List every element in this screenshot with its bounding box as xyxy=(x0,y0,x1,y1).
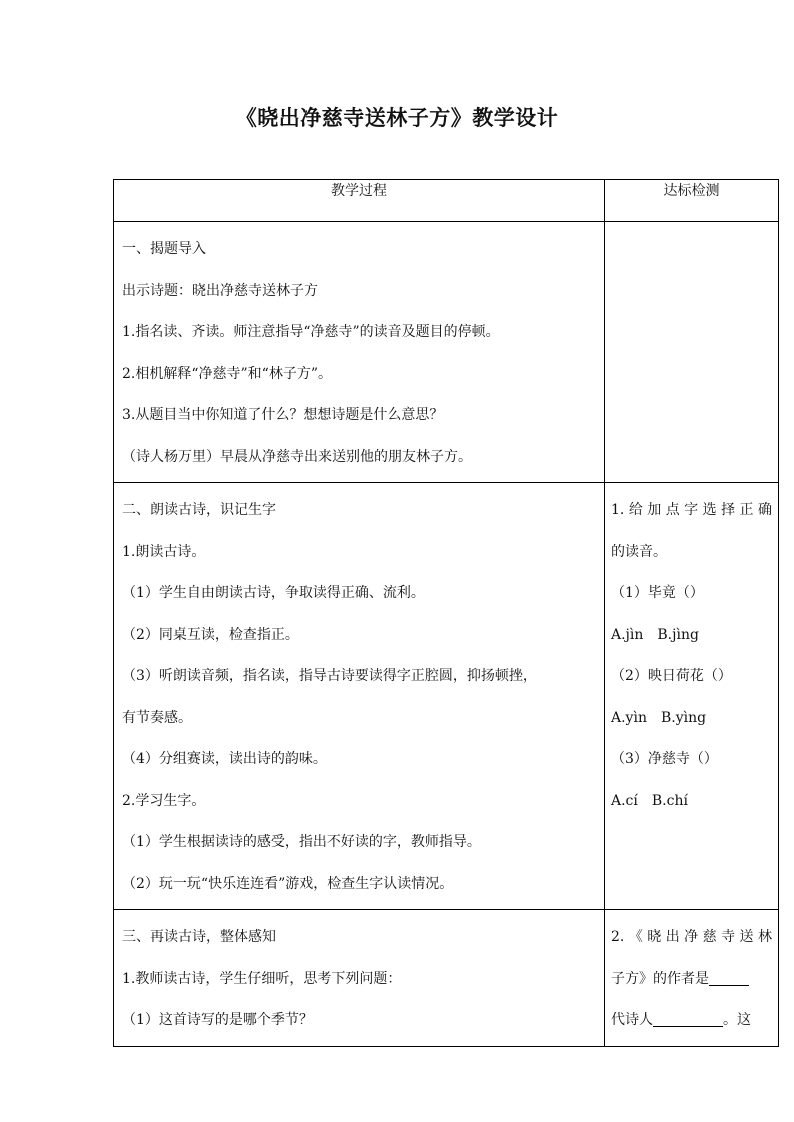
section-heading: 一、揭题导入 xyxy=(122,241,206,257)
text-line: （4）分组赛读，读出诗的韵味。 xyxy=(122,751,327,767)
text-line: 有节奏感。 xyxy=(122,709,192,726)
text-line: （2）玩一玩“快乐连连看”游戏，检查生字认读情况。 xyxy=(122,875,454,892)
exercise-options: A.yìn B.yìng xyxy=(611,709,707,726)
section-heading: 二、朗读古诗，识记生字 xyxy=(122,502,276,518)
answer-blank xyxy=(653,1010,723,1027)
exercise-text: 1.给加点字选择正确 xyxy=(611,502,772,518)
text-line: 1.指名读、齐读。师注意指导“净慈寺”的读音及题目的停顿。 xyxy=(122,324,500,340)
check-cell xyxy=(605,483,779,910)
section-row-intro xyxy=(114,222,779,483)
table-header-row xyxy=(114,180,779,222)
check-cell xyxy=(605,910,779,1047)
process-cell xyxy=(114,222,605,483)
process-cell xyxy=(114,910,605,1047)
process-cell xyxy=(114,483,605,910)
text-line: （1）学生根据读诗的感受，指出不好读的字，教师指导。 xyxy=(122,834,481,850)
exercise-text: 的读音。 xyxy=(611,543,667,560)
lesson-plan-table xyxy=(113,179,779,1047)
exercise-text-part: 子方》的作者是 xyxy=(611,970,709,987)
text-line: 1.朗读古诗。 xyxy=(122,543,206,560)
exercise-item: （1）毕竟（） xyxy=(611,585,704,601)
check-cell xyxy=(605,222,779,483)
answer-blank xyxy=(709,969,749,986)
exercise-text xyxy=(611,959,772,1001)
section-heading: 三、再读古诗，整体感知 xyxy=(122,929,276,945)
exercise-text xyxy=(611,1000,772,1042)
text-line: （1）学生自由朗读古诗，争取读得正确、流利。 xyxy=(122,585,425,601)
exercise-text-part: 代诗人 xyxy=(611,1012,653,1028)
exercise-text-part: 。这 xyxy=(723,1012,751,1028)
exercise-options: A.cí B.chí xyxy=(611,792,688,809)
section-row-reading xyxy=(114,483,779,910)
text-line: 3.从题目当中你知道了什么？想想诗题是什么意思？ xyxy=(122,407,444,423)
text-line: （诗人杨万里）早晨从净慈寺出来送别他的朋友林子方。 xyxy=(122,448,472,465)
exercise-text: 2.《晓出净慈寺送林 xyxy=(611,929,772,945)
exercise-item: （2）映日荷花（） xyxy=(611,668,732,684)
text-line: 出示诗题：晓出净慈寺送林子方 xyxy=(122,282,318,299)
section-row-perception xyxy=(114,910,779,1047)
text-line: （3）听朗读音频，指名读，指导古诗要读得字正腔圆，抑扬顿挫， xyxy=(122,668,537,684)
header-process: 教学过程 xyxy=(114,180,605,222)
text-line: 2.学习生字。 xyxy=(122,792,206,809)
exercise-item: （3）净慈寺（） xyxy=(611,751,718,767)
text-line: 1.教师读古诗，学生仔细听，思考下列问题： xyxy=(122,970,402,987)
document-title: 《晓出净慈寺送林子方》教学设计 xyxy=(235,106,559,130)
header-check: 达标检测 xyxy=(605,180,779,222)
text-line: （2）同桌互读，检查指正。 xyxy=(122,626,299,643)
text-line: （1）这首诗写的是哪个季节？ xyxy=(122,1012,313,1028)
text-line: 2.相机解释“净慈寺”和“林子方”。 xyxy=(122,365,332,382)
exercise-options: A.jìn B.jìng xyxy=(611,626,699,643)
